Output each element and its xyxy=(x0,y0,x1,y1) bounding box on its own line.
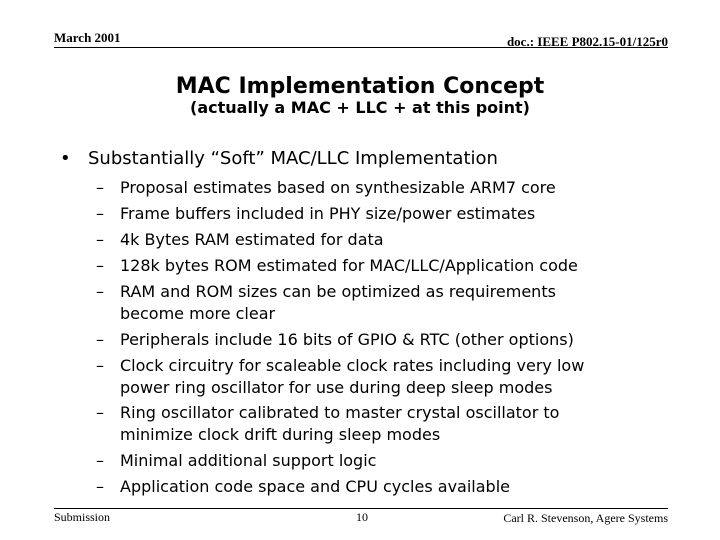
footer-submission: Submission xyxy=(54,510,111,524)
list-item-text: 4k Bytes RAM estimated for data xyxy=(120,230,384,249)
list-item-continuation: minimize clock drift during sleep modes xyxy=(120,425,441,444)
list-item-text: Clock circuitry for scaleable clock rates including very low xyxy=(120,356,585,375)
footer-divider xyxy=(54,508,668,509)
list-item-text: RAM and ROM sizes can be optimized as requirements xyxy=(120,282,556,301)
list-item-continuation: power ring oscillator for use during deep sleep modes xyxy=(120,378,553,397)
slide-subtitle: (actually a MAC + LLC + at this point) xyxy=(190,98,530,117)
list-item-continuation: become more clear xyxy=(120,304,276,323)
header-divider xyxy=(54,47,668,48)
list-item-text: Ring oscillator calibrated to master crystal oscillator to xyxy=(120,403,560,422)
dash-marker: – xyxy=(96,230,104,249)
header-doc-id: doc.: IEEE P802.15-01/125r0 xyxy=(506,34,668,49)
dash-marker: – xyxy=(96,204,104,223)
bullet-marker: • xyxy=(60,148,71,169)
list-item-text: Proposal estimates based on synthesizable ARM7 core xyxy=(120,178,556,197)
footer-author: Carl R. Stevenson, Agere Systems xyxy=(503,511,668,525)
dash-marker: – xyxy=(96,477,104,496)
dash-marker: – xyxy=(96,282,104,301)
dash-marker: – xyxy=(96,451,104,470)
dash-marker: – xyxy=(96,330,104,349)
list-item-text: Minimal additional support logic xyxy=(120,451,377,470)
list-item-text: Application code space and CPU cycles available xyxy=(120,477,510,496)
page-number: 10 xyxy=(356,510,368,524)
list-item-text: 128k bytes ROM estimated for MAC/LLC/Application code xyxy=(120,256,578,275)
list-item-text: Frame buffers included in PHY size/power estimates xyxy=(120,204,536,223)
bullet-text: Substantially “Soft” MAC/LLC Implementation xyxy=(88,148,498,169)
dash-marker: – xyxy=(96,356,104,375)
header-date: March 2001 xyxy=(54,30,121,45)
list-item-text: Peripherals include 16 bits of GPIO & RTC (other options) xyxy=(120,330,574,349)
dash-marker: – xyxy=(96,178,104,197)
dash-marker: – xyxy=(96,403,104,422)
slide-title: MAC Implementation Concept xyxy=(175,74,545,99)
dash-marker: – xyxy=(96,256,104,275)
